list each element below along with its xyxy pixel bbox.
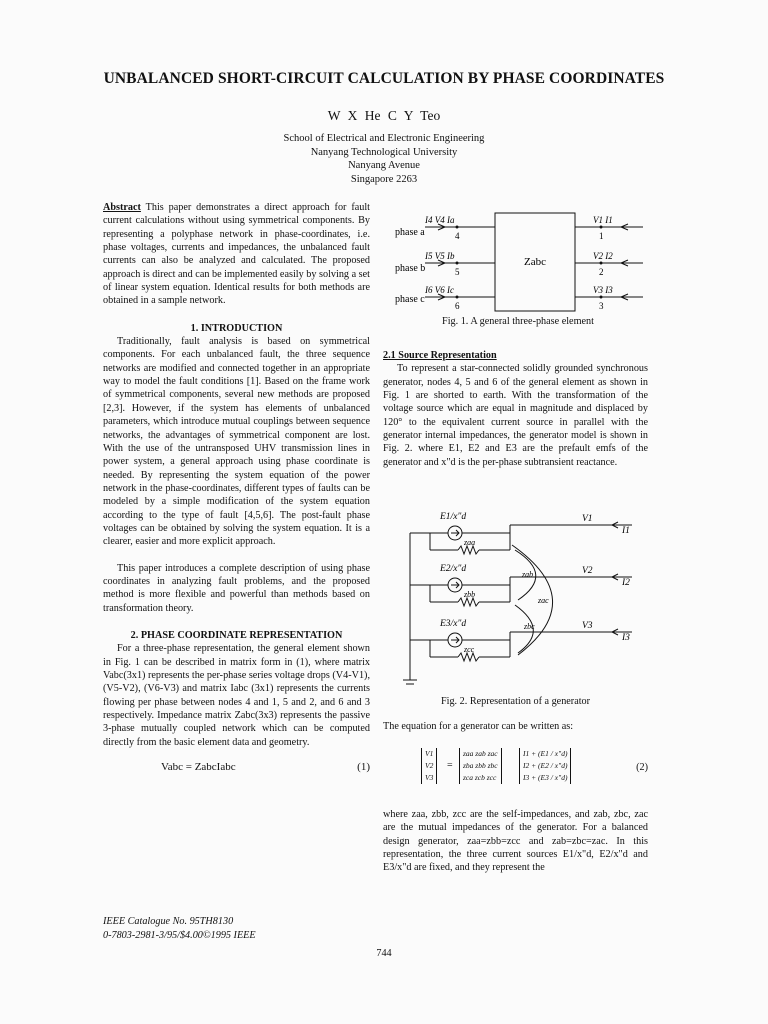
node-1 xyxy=(600,226,603,229)
node-label-1: 1 xyxy=(599,231,604,241)
authors: W X He C Y Teo xyxy=(327,108,441,123)
eq2-rhs xyxy=(519,748,571,784)
equation-1-body: Vabc = ZabcIabc xyxy=(161,761,236,774)
intro-paragraph-1: Traditionally, fault analysis is based on symmetrical components. For each unbalanced fault, the three sequence networks are modified and connected together in an appropriate way to model the fault conditions [1]. Based on the frame work of symmetrical components, several new methods are proposed [2,3]. However, if the system has elements of unbalanced parameters, which introduce mutual couplings between sequence networks, the advantages of symmetrical component are lost. With the use of the untransposed UHV transmission lines in power system, a general approach using phase coordinate is needed. By representing the system equation of the power network in the phase-coordinates, different types of faults can be modeled by a simple modification of the system equation according to the type of fault [4,5,6]. The post-fault phase voltages can be obtained by solving the system equation. It is a clearer, easier and more explicit approach. xyxy=(103,336,370,548)
i1-label: I1 xyxy=(622,526,630,536)
affiliation-line: School of Electrical and Electronic Engineering xyxy=(283,133,485,144)
eq2-z: zab xyxy=(475,749,486,758)
v3-label: V3 xyxy=(582,621,593,631)
eq2-rhs-3: I3 + (E3 / x"d) xyxy=(523,773,568,782)
eq2-zrow xyxy=(463,772,498,784)
left-labels-a: I4 V4 Ia xyxy=(425,215,455,225)
zac-label: zac xyxy=(538,596,549,605)
eq2-z: zba xyxy=(463,761,474,770)
section21-paragraph: To represent a star-connected solidly grounded synchronous generator, nodes 4, 5 and 6 of the general element as shown in Fig. 1 are shorted to earth. With the transformation of the voltage source which are equal in magnitude and displaced by 120° to the equivalent current source in parallel with the generator internal impedances, the generator model is shown in Fig. 2. where E1, E2 and E3 are the prefault emfs of the generator and x"d is the per-phase subtransient reactance. xyxy=(383,363,648,468)
section2-paragraph: For a three-phase representation, the general element shown in Fig. 1 can be described in matrix form in (1), where matrix Vabc(3x1) represents the per-phase series voltage drops (V4-V1), (V5-V2), (V6-V3) and matrix Iabc (3x1) represents the currents flowing per phase between nodes 4 and 1, 5 and 2, and 6 and 3 respectively. Impedance matrix Zabc(3x3) represents the passive 3-phase mutually coupled network which can be computed directly from the basic element data and geometry. xyxy=(103,643,370,748)
after-eq2-paragraph: where zaa, zbb, zcc are the self-impedances, and zab, zbc, zac are the mutual impedances of the generator. For a balanced design generator, zaa=zbb=zcc and zab=zbc=zac. In this representation, the three current sources E1/x"d, E2/x"d and E3/x"d are fixed, and they represent the xyxy=(383,809,648,874)
equation-2 xyxy=(383,744,648,794)
zaa-label: zaa xyxy=(464,538,476,547)
node-5 xyxy=(456,262,459,265)
section21-heading-text: 2.1 Source Representation xyxy=(383,350,497,361)
i2-label: I2 xyxy=(622,578,630,588)
section21-heading xyxy=(383,349,648,362)
eq2-intro: The equation for a generator can be written as: xyxy=(383,721,574,732)
eq2-lhs-v2: V2 xyxy=(425,761,434,770)
node-6 xyxy=(456,296,459,299)
figure-1-diagram xyxy=(383,205,653,315)
eq2-z: zac xyxy=(487,749,498,758)
node-4 xyxy=(456,226,459,229)
left-column xyxy=(103,201,370,777)
phase-c-label: phase c xyxy=(395,294,425,305)
zbc-label: zbc xyxy=(524,622,535,631)
generator-phase-3 xyxy=(410,629,632,661)
eq2-z: zcb xyxy=(474,773,485,782)
eq2-z: zbc xyxy=(487,761,498,770)
eq2-z: zbb xyxy=(475,761,486,770)
node-label-2: 2 xyxy=(599,267,604,277)
zab-label: zab xyxy=(522,570,534,579)
eq2-zrow xyxy=(463,760,498,772)
figure-2-diagram xyxy=(400,505,640,690)
right-labels-c: V3 I3 xyxy=(593,285,613,295)
source-1-label: E1/x"d xyxy=(440,512,467,522)
left-labels-b: I5 V5 Ib xyxy=(425,251,455,261)
intro-paragraph-2: This paper introduces a complete description of using phase coordinates in analyzing fault problems, and the proposed method is more flexible and powerful than methods based on transformation theory. xyxy=(103,562,370,614)
affiliation xyxy=(0,132,768,186)
node-label-6: 6 xyxy=(455,301,460,311)
phase-a-label: phase a xyxy=(395,227,425,238)
abstract-text: This paper demonstrates a direct approach for fault current calculations without using symmetrical components. By representing a polyphase network in phase-coordinates, i.e. phase voltages, currents and impedances, the unbalanced fault currents can also be analyzed and calculated. The proposed approach is direct and can be implemented easily by solving a set of linear system equation. Identical results for both methods are obtained in a sample network. xyxy=(103,202,370,307)
affiliation-line: Singapore 2263 xyxy=(350,173,418,185)
eq2-zmatrix xyxy=(459,748,502,784)
node-label-5: 5 xyxy=(455,267,460,277)
figure-2-caption: Fig. 2. Representation of a generator xyxy=(440,696,591,707)
zcc-label: zcc xyxy=(464,645,475,654)
eq2-lhs-v1: V1 xyxy=(425,749,434,758)
generator-phase-1 xyxy=(410,522,632,554)
eq2-z: zcc xyxy=(486,773,497,782)
abstract-label: Abstract xyxy=(103,202,141,213)
figure-1-caption: Fig. 1. A general three-phase element xyxy=(442,316,594,327)
right-labels-a: V1 I1 xyxy=(593,215,613,225)
phase-b-label: phase b xyxy=(395,263,426,274)
footer-catalogue: IEEE Catalogue No. 95TH8130 xyxy=(103,916,234,927)
source-3-label: E3/x"d xyxy=(440,619,467,629)
eq2-rhs-1: I1 + (E1 / x"d) xyxy=(523,749,568,758)
zabc-label: Zabc xyxy=(524,256,546,268)
v2-label: V2 xyxy=(582,566,593,576)
eq2-z: zaa xyxy=(463,749,474,758)
node-label-4: 4 xyxy=(455,231,460,241)
eq2-rhs-2: I2 + (E2 / x"d) xyxy=(523,761,568,770)
footer-isbn: 0-7803-2981-3/95/$4.00©1995 IEEE xyxy=(103,930,256,941)
intro-heading: 1. INTRODUCTION xyxy=(190,322,283,334)
right-labels-b: V2 I2 xyxy=(593,251,613,261)
node-2 xyxy=(600,262,603,265)
eq2-lhs xyxy=(421,748,437,784)
section2-heading: 2. PHASE COORDINATE REPRESENTATION xyxy=(130,629,343,641)
eq2-zrow xyxy=(463,748,498,760)
equation-1 xyxy=(103,761,370,777)
affiliation-line: Nanyang Avenue xyxy=(348,160,420,172)
equation-1-number: (1) xyxy=(357,761,370,774)
generator-phase-2 xyxy=(410,574,632,606)
zbb-label: zbb xyxy=(464,590,476,599)
abstract xyxy=(103,201,370,308)
node-label-3: 3 xyxy=(599,301,604,311)
page-number: 744 xyxy=(376,948,392,959)
affiliation-line: Nanyang Technological University xyxy=(310,146,458,158)
footer xyxy=(103,915,256,943)
eq2-number: (2) xyxy=(636,762,648,773)
left-labels-c: I6 V6 Ic xyxy=(425,285,454,295)
i3-label: I3 xyxy=(622,633,630,643)
source-2-label: E2/x"d xyxy=(440,564,467,574)
eq2-z: zca xyxy=(463,773,473,782)
paper-title: UNBALANCED SHORT-CIRCUIT CALCULATION BY PHASE COORDINATES xyxy=(103,70,665,87)
section21-block xyxy=(383,349,648,469)
node-3 xyxy=(600,296,603,299)
eq2-equals: = xyxy=(447,760,453,771)
eq2-lhs-v3: V3 xyxy=(425,773,434,782)
v1-label: V1 xyxy=(582,514,593,524)
